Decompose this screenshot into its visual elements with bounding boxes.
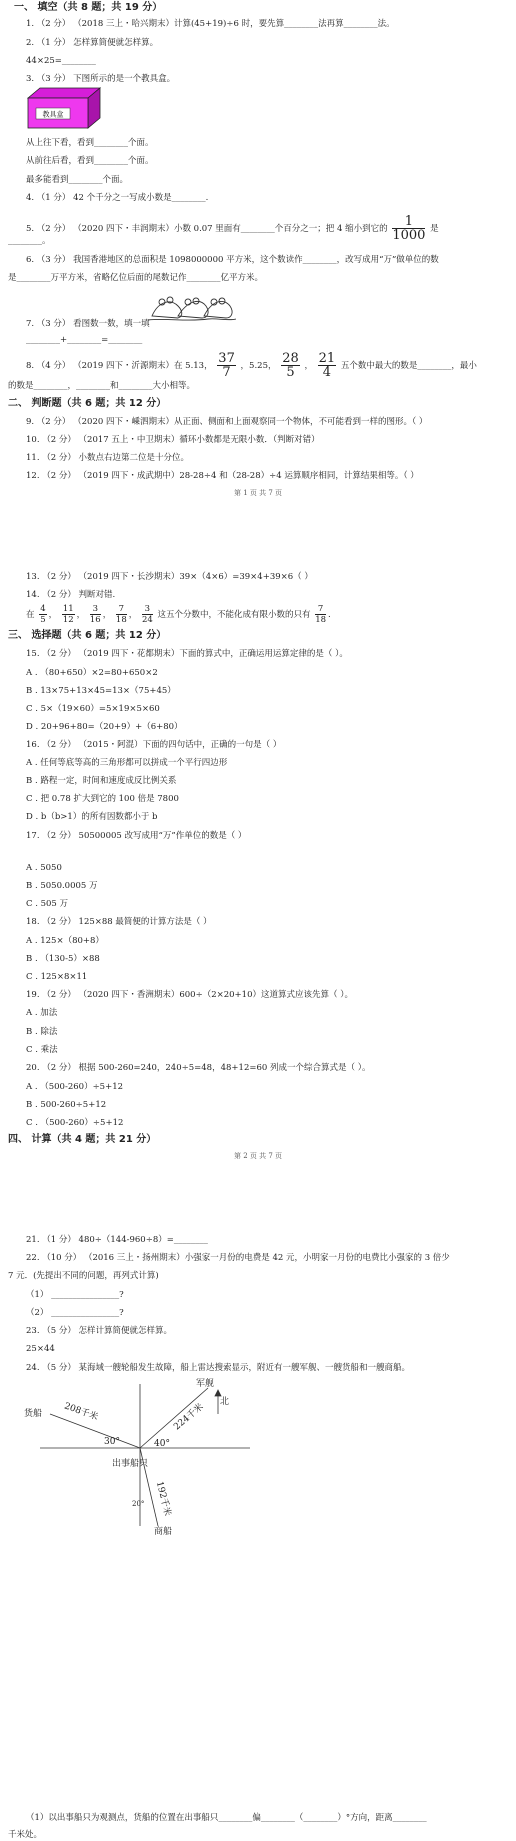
question-8-c: 的数是________，________和________大小相等。 [8,381,196,391]
question-3-c: 最多能看到________个面。 [26,175,129,185]
option[interactable]: C . （500-260）÷5+12 [26,1118,124,1128]
teaching-box-image [26,86,102,130]
option[interactable]: A . 5050 [26,863,62,873]
question-11: 11. （2 分） 小数点右边第二位是十分位。 [26,453,190,463]
angle-30: 30° [104,1437,120,1447]
question-24-part-1: （1）以出事船只为观测点，货船的位置在出事船只________偏________（________）°方向，距离________ [26,1813,427,1823]
question-23: 23. （5 分） 怎样计算简便就怎样算。 [26,1326,173,1336]
question-16: 16. （2 分） （2015・阿混）下面的四句话中，正确的一句是（ ） [26,740,282,750]
question-23-expression: 25×44 [26,1344,55,1354]
question-22-part-2: （2） ________________? [26,1308,124,1318]
question-2-expression: 44×25=________ [26,56,96,66]
fraction: $\frac{7}{18}$ [315,604,327,625]
question-24: 24. （5 分） 某海域一艘轮船发生故障，船上雷达搜索显示，附近有一艘军舰、一艘货船和一艘商船。 [26,1363,411,1373]
option[interactable]: B . 路程一定，时间和速度成反比例关系 [26,776,177,786]
question-15: 15. （2 分） （2019 四下・花都期末）下面的算式中，正确运用运算定律的是（ ）。 [26,649,348,659]
section-1-title: 一、 填空（共 8 题；共 19 分） [14,2,163,13]
option[interactable]: D . b（b>1）的所有因数都小于 b [26,812,158,822]
distance-warship: 224千米 [172,1402,206,1433]
fraction: $\frac{4}{5}$ [40,604,46,625]
fraction-21-4: $\frac{21}{4}$ [318,351,336,380]
question-22-b: 7 元．(先提出不同的问题，再列式计算) [8,1271,159,1281]
option[interactable]: A . 任何等底等高的三角形都可以拼成一个平行四边形 [26,758,228,768]
question-4: 4. （1 分） 42 个千分之一写成小数是________. [26,193,209,203]
question-6-a: 6. （3 分） 我国香港地区的总面积是 1098000000 平方米，这个数读作________，改写成用“万”做单位的数 [26,255,439,265]
page-footer-2: 第 2 页 共 7 页 [233,1152,283,1160]
merchant-label: 商船 [154,1527,173,1536]
question-10: 10. （2 分） （2017 五上・中卫期末）循环小数都是无限小数．（判断对错） [26,435,320,445]
question-13: 13. （2 分） （2019 四下・长沙期末）39×（4×6）=39×4+39×6（ ） [26,572,313,582]
question-14: 14. （2 分） 判断对错. [26,590,116,600]
question-8: 8. （4 分） （2019 四下・沂源期末）在 5.13， $\frac{37}{7}$ ，5.25， $\frac{28}{5}$ ， $\frac{21}{4}$ 五个数中最大的数是________，最小 [26,351,477,380]
fraction-28-5: $\frac{28}{5}$ [282,351,299,380]
page-footer-1: 第 1 页 共 7 页 [233,489,283,497]
option[interactable]: D . 20+96+80=（20+9）+（6+80） [26,722,183,732]
question-7: 7. （3 分） 看图数一数，填一填 [26,319,150,329]
option[interactable]: B . 除法 [26,1027,58,1037]
fraction: $\frac{7}{18}$ [115,604,127,625]
question-5-blank: ________。 [8,236,51,246]
section-3-title: 三、 选择题（共 6 题；共 12 分） [8,630,167,641]
question-24-part-1-b: 千米处。 [8,1830,43,1840]
question-22-a: 22. （10 分） （2016 三上・扬州期末）小强家一月份的电费是 42 元，小明家一月份的电费比小强家的 3 倍少 [26,1253,450,1263]
section-2-title: 二、 判断题（共 6 题；共 12 分） [8,398,167,409]
fraction: $\frac{3}{24}$ [141,604,153,625]
option[interactable]: B . 5050.0005 万 [26,881,98,891]
question-22-part-1: （1） ________________? [26,1290,124,1300]
option[interactable]: B . 13×75+13×45=13×（75+45） [26,686,176,696]
cargo-label: 货船 [24,1409,43,1419]
question-9: 9. （2 分） （2020 四下・嵊泗期末）从正面、侧面和上面观察同一个物体，不可能看到一样的图形。（ ） [26,417,428,427]
question-1: 1. （2 分） （2018 三上・哈兴期末）计算(45+19)÷6 时，要先算________法再算________法。 [26,19,395,29]
line-warship [140,1388,208,1448]
box-label: 教具盒 [42,110,64,119]
option[interactable]: B . （130-5）×88 [26,954,100,964]
question-18: 18. （2 分） 125×88 最简便的计算方法是（ ） [26,917,212,927]
option[interactable]: A . （500-260）÷5+12 [26,1082,124,1092]
option[interactable]: C . 505 万 [26,899,69,909]
option[interactable]: C . 5×（19×60）=5×19×5×60 [26,704,160,714]
section-4-title: 四、 计算（共 4 题；共 21 分） [8,1134,157,1145]
warship-label: 军舰 [196,1379,215,1389]
navigation-map [20,1376,260,1536]
fraction-37-7: $\frac{37}{7}$ [218,351,235,380]
option[interactable]: C . 把 0.78 扩大到它的 100 倍是 7800 [26,794,179,804]
question-5-text: 5. （2 分） （2020 四下・丰润期末）小数 0.07 里面有________个百分之一；把 4 缩小到它的 [26,224,388,234]
angle-40: 40° [154,1439,170,1449]
angle-20: 20° [132,1500,145,1508]
question-5: 5. （2 分） （2020 四下・丰润期末）小数 0.07 里面有________个百分之一；把 4 缩小到它的 $\frac{1}{1000}$ 是 [26,214,439,243]
question-6-b: 是________万平方米，省略亿位后面的尾数记作________亿平方米。 [8,273,264,283]
north-label: 北 [220,1397,230,1407]
option[interactable]: A . 125×（80+8） [26,936,104,946]
question-12: 12. （2 分） （2019 四下・成武期中）28-28÷4 和（28-28）÷4 运算顺序相同，计算结果相等。（ ） [26,471,419,481]
fraction: $\frac{3}{16}$ [89,604,101,625]
question-3: 3. （3 分） 下图所示的是一个教具盒。 [26,74,176,84]
distance-merchant: 192千米 [153,1480,173,1518]
question-14-statement: 在 $\frac{4}{5}$ ， $\frac{11}{12}$ ， $\frac{3}{16}$ ， $\frac{7}{18}$ ， $\frac{3}{24}$ 这五个分数中，不能化成有限小数的只有 $\frac{7}{18}$ . [26,604,331,625]
fraction-1-1000: $\frac{1}{1000}$ [392,214,426,243]
question-3-a: 从上往下看，看到________个面。 [26,138,154,148]
question-7-blank: ________+________=________ [26,335,143,345]
question-17: 17. （2 分） 50500005 改写成用“万”作单位的数是（ ） [26,831,247,841]
fraction: $\frac{11}{12}$ [62,604,74,625]
question-21: 21. （1 分） 480÷（144-960÷8）=________ [26,1235,208,1245]
question-2: 2. （1 分） 怎样算简便就怎样算。 [26,38,159,48]
question-20: 20. （2 分） 根据 500-260=240，240÷5=48，48+12=60 列成一个综合算式是（ ）。 [26,1063,371,1073]
option[interactable]: C . 乘法 [26,1045,58,1055]
question-19: 19. （2 分） （2020 四下・香洲期末）600÷（2×20+10）这道算式应该先算（ ）。 [26,990,353,1000]
option[interactable]: B . 500-260÷5+12 [26,1100,107,1110]
distance-cargo: 208千米 [62,1401,100,1423]
question-3-b: 从前往后看，看到________个面。 [26,156,154,166]
option[interactable]: A . （80+650）×2=80+650×2 [26,668,158,678]
option[interactable]: C . 125×8×11 [26,972,88,982]
origin-label: 出事船只 [112,1459,149,1469]
option[interactable]: A . 加法 [26,1008,58,1018]
